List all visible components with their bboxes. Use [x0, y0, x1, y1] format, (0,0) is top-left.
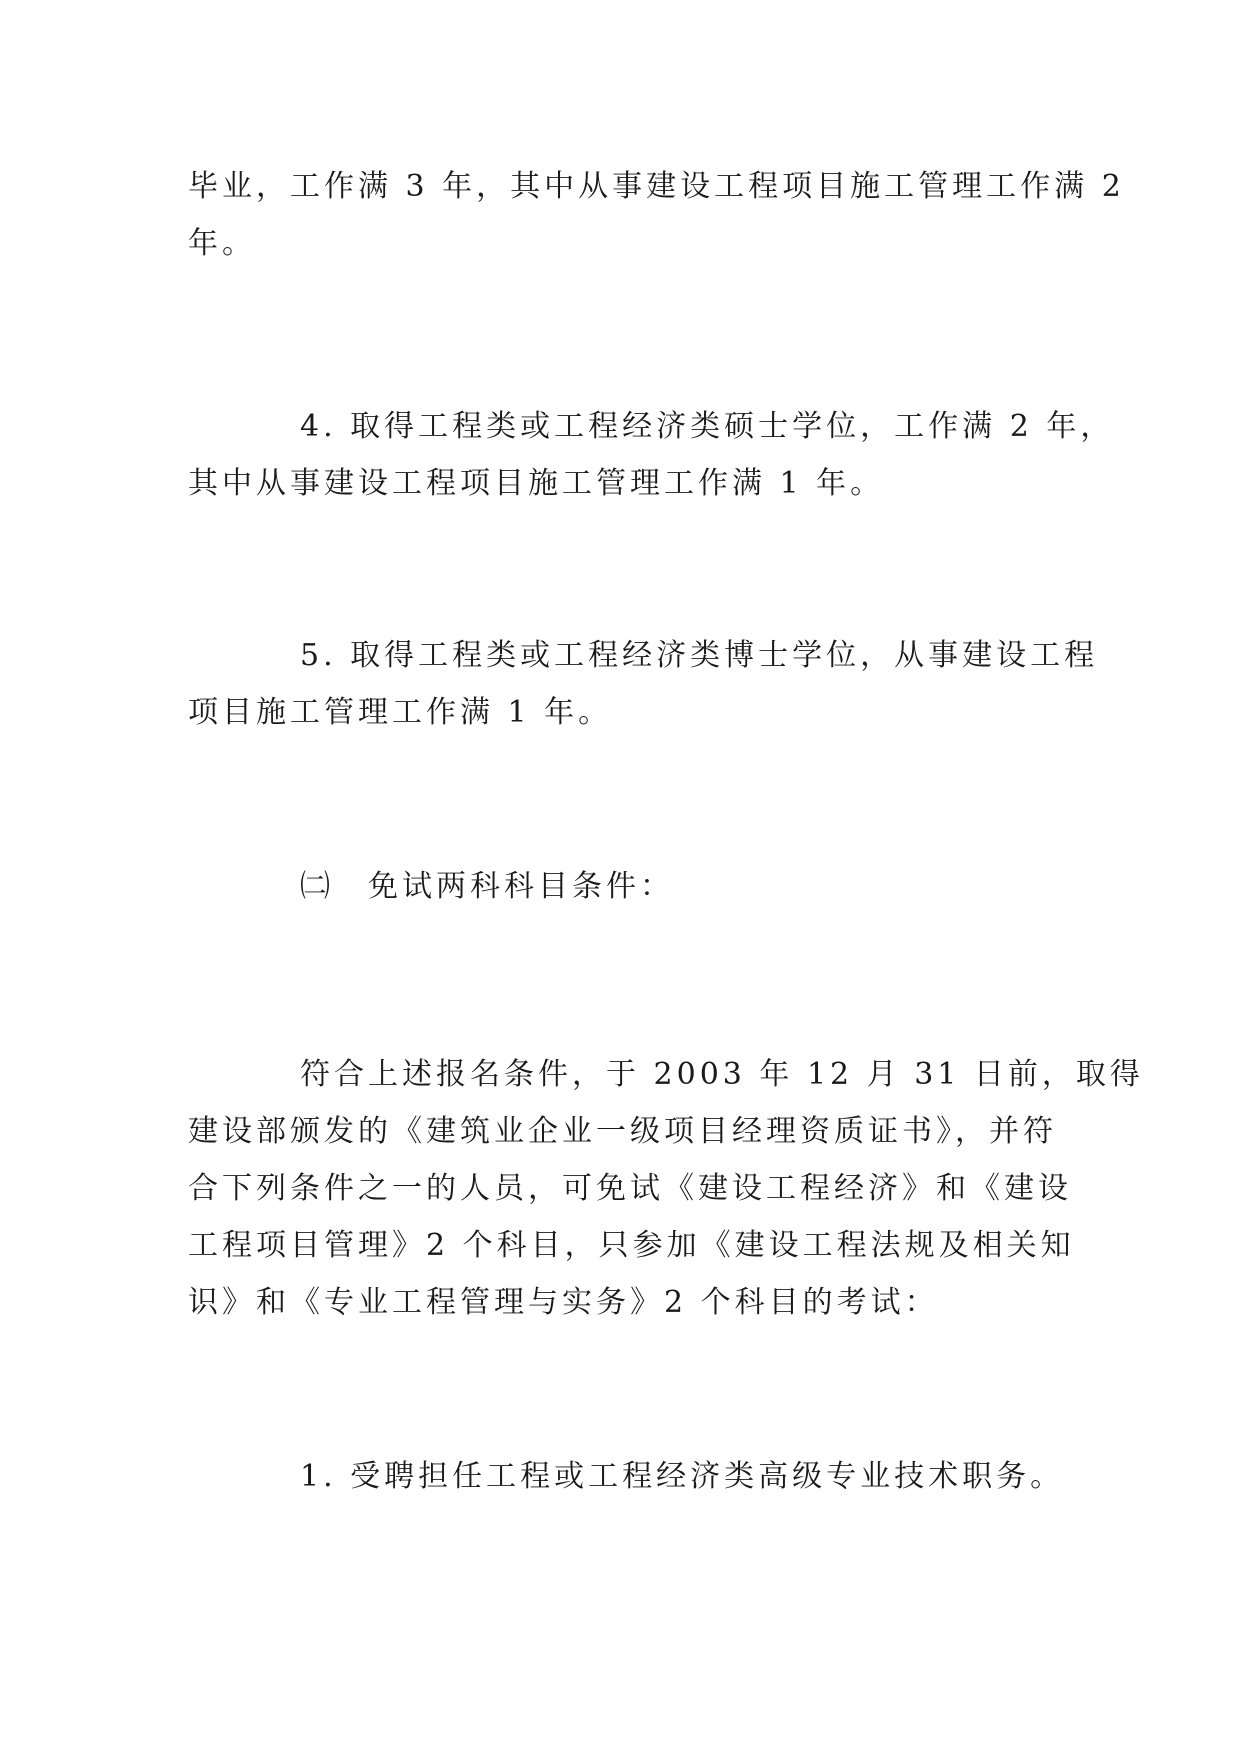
- paragraph-item-1: [188, 1448, 1068, 1505]
- paragraph-line: 5. 取得工程类或工程经济类博士学位，从事建设工程: [300, 638, 1099, 673]
- paragraph-item-4: [188, 398, 1115, 512]
- section-heading: [188, 858, 1068, 915]
- paragraph-line: 建设部颁发的《建筑业企业一级项目经理资质证书》，并符: [188, 1114, 1057, 1149]
- paragraph-line: 4. 取得工程类或工程经济类硕士学位，工作满 2 年，: [300, 409, 1115, 444]
- paragraph-line: ㈡ 免试两科科目条件：: [300, 869, 674, 904]
- paragraph-item-5: [188, 627, 1099, 741]
- paragraph-line: 项目施工管理工作满 1 年。: [188, 695, 613, 730]
- paragraph-line: 识》和《专业工程管理与实务》2 个科目的考试：: [188, 1285, 939, 1320]
- paragraph-line: 符合上述报名条件，于 2003 年 12 月 31 日前，取得: [300, 1057, 1144, 1092]
- paragraph-exemption-conditions: [188, 1046, 1144, 1331]
- paragraph-line: 合下列条件之一的人员，可免试《建设工程经济》和《建设: [188, 1171, 1072, 1206]
- paragraph-continuation: [188, 158, 1125, 272]
- paragraph-line: 年。: [188, 226, 256, 261]
- paragraph-line: 其中从事建设工程项目施工管理工作满 1 年。: [188, 466, 885, 501]
- paragraph-line: 毕业，工作满 3 年，其中从事建设工程项目施工管理工作满 2: [188, 169, 1125, 204]
- paragraph-line: 1. 受聘担任工程或工程经济类高级专业技术职务。: [300, 1459, 1065, 1494]
- paragraph-line: 工程项目管理》2 个科目，只参加《建设工程法规及相关知: [188, 1228, 1075, 1263]
